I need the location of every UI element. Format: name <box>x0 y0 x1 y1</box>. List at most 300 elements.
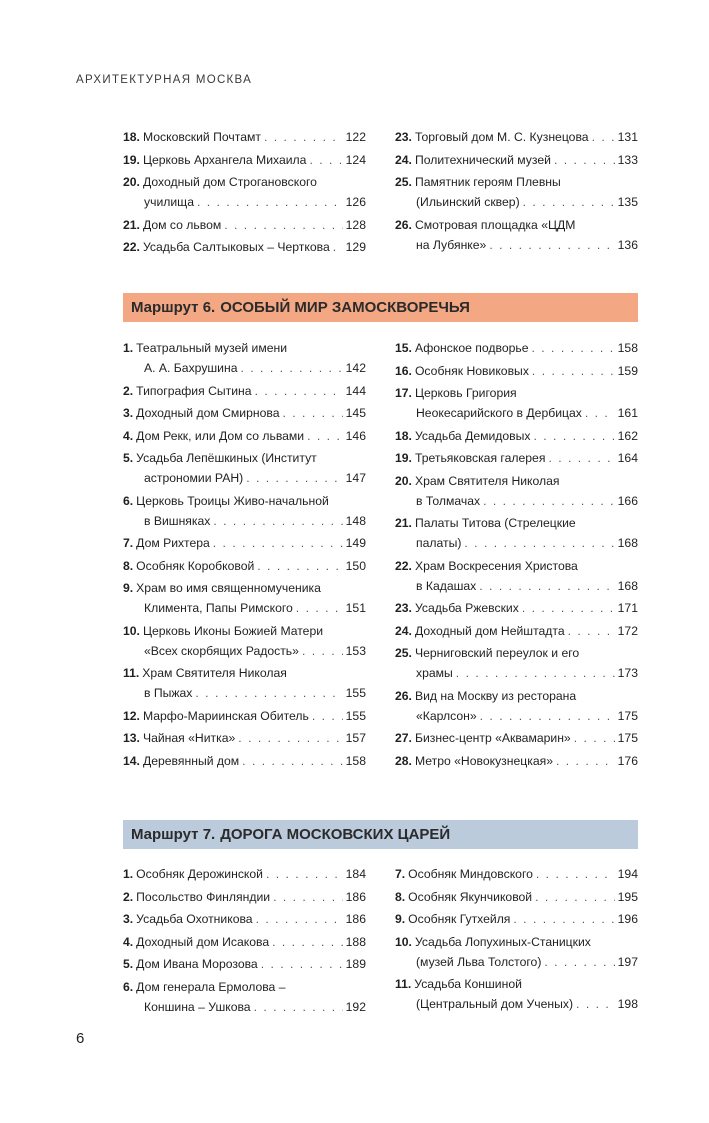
toc-entry-line <box>395 192 638 212</box>
toc-entry[interactable] <box>123 215 366 235</box>
toc-entry-title: Особняк Коробковой <box>136 558 255 573</box>
toc-entry[interactable] <box>123 621 366 661</box>
dot-leader <box>548 448 614 468</box>
toc-entry-number: 20. <box>395 473 412 488</box>
toc-entry[interactable] <box>123 977 366 1017</box>
toc-entry-number: 3. <box>123 912 134 926</box>
dot-leader <box>213 533 343 553</box>
toc-entry-line <box>395 471 638 491</box>
dot-leader <box>456 663 615 683</box>
toc-entry-page: 148 <box>345 513 366 528</box>
toc-entry-page: 186 <box>345 912 366 926</box>
dot-leader <box>195 683 342 703</box>
toc-entry[interactable] <box>123 127 366 147</box>
toc-entry-page: 155 <box>345 686 366 700</box>
toc-entry-title: Усадьба Коншиной <box>414 977 522 991</box>
toc-entry[interactable] <box>395 215 638 255</box>
toc-entry-title: Усадьба Лопухиных-Станицких <box>414 934 591 949</box>
toc-entry-page: 196 <box>617 912 638 926</box>
toc-entry-number: 16. <box>395 363 412 378</box>
dot-leader <box>592 127 615 147</box>
toc-entry-line <box>123 358 366 378</box>
toc-entry-line <box>123 751 366 771</box>
toc-entry-title: в Толмачах <box>416 493 481 508</box>
dot-leader <box>574 728 615 748</box>
toc-entry-title: Дом генерала Ермолова – <box>136 979 286 994</box>
toc-entry[interactable] <box>123 909 366 929</box>
dot-leader <box>302 641 343 661</box>
dot-leader <box>532 361 615 381</box>
toc-entry[interactable] <box>395 864 638 884</box>
toc-entry-line <box>395 706 638 726</box>
toc-entry-page: 197 <box>617 954 638 969</box>
toc-entry-line <box>395 403 638 423</box>
toc-entry-title: Памятник героям Плевны <box>414 175 561 189</box>
toc-entry-title: в Пыжах <box>144 686 193 700</box>
toc-entry-number: 19. <box>123 152 140 167</box>
toc-entry-title: Особняк Дерожинской <box>136 867 263 881</box>
toc-entry-number: 7. <box>395 867 406 881</box>
toc-entry-page: 142 <box>345 361 366 375</box>
toc-entry-number: 24. <box>395 623 412 638</box>
toc-entry-title: Усадьба Демидовых <box>414 428 531 443</box>
toc-entry-page: 198 <box>617 997 638 1011</box>
toc-entry[interactable] <box>395 974 638 1014</box>
toc-entry-title: Посольство Финляндии <box>136 889 271 904</box>
toc-entry[interactable] <box>395 383 638 423</box>
toc-entry-line <box>395 728 638 748</box>
toc-entry-line <box>395 215 638 235</box>
toc-entry-number: 4. <box>123 934 134 949</box>
toc-entry-page: 129 <box>345 240 366 254</box>
toc-entry-title: Театральный музей имени <box>136 341 288 355</box>
toc-entry-title: Бизнес-центр «Аквамарин» <box>414 731 571 745</box>
dot-leader <box>256 909 343 929</box>
route-6-title: ОСОБЫЙ МИР ЗАМОСКВОРЕЧЬЯ <box>220 299 470 316</box>
toc-entry-line <box>123 215 366 235</box>
toc-entry-number: 26. <box>395 217 412 232</box>
toc-entry-title: Дом Ивана Морозова <box>136 957 258 971</box>
toc-entry[interactable] <box>123 448 366 488</box>
toc-entry-page: 189 <box>345 957 366 971</box>
dot-leader <box>261 954 343 974</box>
toc-entry[interactable] <box>123 728 366 748</box>
toc-entry-number: 15. <box>395 341 412 355</box>
toc-entry-line <box>395 576 638 596</box>
dot-leader <box>309 150 342 170</box>
toc-entry-title: «Карлсон» <box>416 708 477 723</box>
toc-entry[interactable] <box>395 598 638 618</box>
dot-leader <box>489 235 614 255</box>
toc-entry-title: (Ильинский сквер) <box>416 195 520 209</box>
toc-entry-line <box>123 728 366 748</box>
toc-entry-number: 17. <box>395 386 412 400</box>
dot-leader <box>224 215 342 235</box>
toc-entry[interactable] <box>395 471 638 511</box>
toc-entry[interactable] <box>395 172 638 212</box>
toc-entry[interactable] <box>395 686 638 726</box>
toc-entry-page: 176 <box>617 753 638 768</box>
toc-entry[interactable] <box>395 909 638 929</box>
toc-entry-title: Дом Рихтера <box>136 536 210 550</box>
toc-entry-number: 26. <box>395 688 412 703</box>
toc-entry-line <box>123 491 366 511</box>
toc-entry-number: 6. <box>123 979 134 994</box>
toc-entry-line <box>395 172 638 192</box>
toc-entry-line <box>395 235 638 255</box>
toc-entry-line <box>123 621 366 641</box>
toc-entry-number: 4. <box>123 428 134 443</box>
toc-entry-line <box>123 556 366 576</box>
dot-leader <box>283 403 343 423</box>
dot-leader <box>532 338 615 358</box>
dot-leader <box>544 952 614 972</box>
toc-entry-line <box>395 150 638 170</box>
toc-entry-title: А. А. Бахрушина <box>144 361 238 375</box>
toc-entry-title: (музей Льва Толстого) <box>416 954 542 969</box>
dot-leader <box>464 533 614 553</box>
toc-entry-number: 9. <box>123 581 134 595</box>
toc-entry[interactable] <box>123 172 366 212</box>
toc-entry-line <box>395 448 638 468</box>
toc-entry-title: Церковь Иконы Божией Матери <box>142 623 324 638</box>
dot-leader <box>513 909 614 929</box>
toc-entry-page: 168 <box>617 578 638 593</box>
toc-entry-number: 24. <box>395 152 412 167</box>
toc-entry-number: 14. <box>123 753 140 768</box>
toc-entry-title: Особняк Миндовского <box>408 867 533 881</box>
toc-entry-line <box>395 909 638 929</box>
toc-entry-page: 128 <box>345 217 366 232</box>
toc-entry[interactable] <box>395 338 638 358</box>
toc-entry-page: 168 <box>617 536 638 550</box>
toc-entry-title: в Кадашах <box>416 578 477 593</box>
toc-entry-line <box>123 663 366 683</box>
toc-entry[interactable] <box>123 150 366 170</box>
toc-entry-page: 161 <box>617 406 638 420</box>
toc-entry-title: Доходный дом Нейштадта <box>414 623 565 638</box>
dot-leader <box>554 150 615 170</box>
toc-entry-line <box>395 338 638 358</box>
toc-entry-title: палаты) <box>416 536 462 550</box>
toc-entry-line <box>395 127 638 147</box>
toc-entry-page: 153 <box>345 643 366 658</box>
toc-entry[interactable] <box>123 237 366 257</box>
toc-entry-page: 150 <box>345 558 366 573</box>
toc-entry-page: 171 <box>617 601 638 615</box>
toc-entry-page: 157 <box>345 731 366 745</box>
toc-entry-line <box>123 977 366 997</box>
toc-entry-line <box>395 864 638 884</box>
toc-entry-number: 20. <box>123 175 140 189</box>
route-7-heading <box>123 820 638 849</box>
toc-entry-line <box>395 556 638 576</box>
toc-entry-line <box>123 381 366 401</box>
toc-entry[interactable] <box>123 533 366 553</box>
toc-entry-number: 2. <box>123 383 134 398</box>
toc-entry[interactable] <box>395 426 638 446</box>
dot-leader <box>272 932 343 952</box>
dot-leader <box>296 598 343 618</box>
toc-entry[interactable] <box>395 621 638 641</box>
toc-entry-title: Особняк Гутхейля <box>408 912 511 926</box>
toc-entry[interactable] <box>123 864 366 884</box>
toc-entry-page: 186 <box>345 889 366 904</box>
toc-entry[interactable] <box>123 403 366 423</box>
toc-entry-line <box>123 338 366 358</box>
toc-entry-title: Усадьба Лепёшкиных (Институт <box>136 451 317 465</box>
toc-entry-title: Дом Рекк, или Дом со львами <box>136 428 305 443</box>
toc-entry-title: Храм Святителя Николая <box>414 473 560 488</box>
toc-entry-title: астрономии РАН) <box>144 471 244 485</box>
dot-leader <box>556 751 615 771</box>
toc-entry[interactable] <box>123 426 366 446</box>
toc-entry-line <box>123 448 366 468</box>
toc-entry-line <box>123 598 366 618</box>
toc-entry-line <box>123 954 366 974</box>
toc-entry-title: (Центральный дом Ученых) <box>416 997 574 1011</box>
toc-entry-page: 195 <box>617 889 638 904</box>
toc-entry-page: 159 <box>617 363 638 378</box>
toc-entry[interactable] <box>395 751 638 771</box>
toc-entry-page: 131 <box>617 130 638 144</box>
toc-entry-line <box>395 952 638 972</box>
toc-entry-number: 10. <box>123 623 140 638</box>
dot-leader <box>536 864 615 884</box>
toc-entry-line <box>123 683 366 703</box>
dot-leader <box>522 598 615 618</box>
dot-leader <box>479 576 614 596</box>
toc-entry-page: 133 <box>617 152 638 167</box>
toc-column-right <box>395 127 638 257</box>
route-7-column-right <box>395 864 638 1017</box>
toc-column-left <box>123 127 366 260</box>
toc-entry-line <box>395 383 638 403</box>
toc-entry-number: 1. <box>123 867 134 881</box>
toc-entry-title: Метро «Новокузнецкая» <box>414 753 554 768</box>
dot-leader <box>333 237 343 257</box>
toc-entry-line <box>395 643 638 663</box>
toc-entry[interactable] <box>123 578 366 618</box>
toc-entry-number: 12. <box>123 708 140 723</box>
dot-leader <box>197 192 343 212</box>
toc-entry-title: Афонское подворье <box>414 341 529 355</box>
toc-entry-page: 146 <box>345 428 366 443</box>
route-6-column-left <box>123 338 366 773</box>
toc-entry[interactable] <box>123 706 366 726</box>
toc-entry-page: 184 <box>345 867 366 881</box>
toc-entry-title: Храм Воскресения Христова <box>414 558 578 573</box>
toc-entry-title: Третьяковская галерея <box>414 451 546 465</box>
toc-entry[interactable] <box>123 381 366 401</box>
toc-entry-page: 158 <box>345 753 366 768</box>
route-7-label: Маршрут 7. <box>131 826 216 843</box>
toc-entry-page: 175 <box>617 708 638 723</box>
dot-leader <box>266 864 343 884</box>
toc-entry-title: Особняк Якунчиковой <box>408 889 533 904</box>
toc-entry-number: 22. <box>123 240 140 254</box>
toc-entry[interactable] <box>123 887 366 907</box>
toc-entry-number: 18. <box>395 428 412 443</box>
dot-leader <box>254 997 343 1017</box>
toc-entry-title: Коншина – Ушкова <box>144 999 251 1014</box>
toc-entry-title: на Лубянке» <box>416 237 487 252</box>
toc-entry-title: в Вишняках <box>144 513 211 528</box>
dot-leader <box>257 556 342 576</box>
toc-entry-title: Марфо-Мариинская Обитель <box>142 708 309 723</box>
dot-leader <box>535 887 615 907</box>
toc-entry-number: 6. <box>123 493 134 508</box>
toc-entry-title: «Всех скорбящих Радость» <box>144 643 299 658</box>
toc-entry[interactable] <box>395 361 638 381</box>
toc-entry-page: 158 <box>617 341 638 355</box>
toc-entry-page: 122 <box>345 130 366 144</box>
toc-entry-page: 155 <box>345 708 366 723</box>
toc-entry[interactable] <box>395 150 638 170</box>
toc-entry-page: 145 <box>345 406 366 420</box>
toc-entry[interactable] <box>395 448 638 468</box>
dot-leader <box>241 358 343 378</box>
toc-entry-title: Вид на Москву из ресторана <box>414 688 577 703</box>
toc-entry-title: училища <box>144 195 194 209</box>
toc-entry-title: храмы <box>416 666 453 680</box>
dot-leader <box>523 192 615 212</box>
toc-entry-number: 8. <box>395 889 406 904</box>
toc-entry[interactable] <box>395 932 638 972</box>
toc-entry[interactable] <box>395 643 638 683</box>
dot-leader <box>273 887 343 907</box>
dot-leader <box>213 511 342 531</box>
toc-entry-title: Политехнический музей <box>414 152 551 167</box>
toc-entry-page: 124 <box>345 152 366 167</box>
toc-entry-number: 11. <box>123 666 140 680</box>
toc-entry-page: 175 <box>617 731 638 745</box>
toc-entry-line <box>395 361 638 381</box>
toc-entry-line <box>123 578 366 598</box>
dot-leader <box>255 381 343 401</box>
toc-entry-number: 13. <box>123 731 140 745</box>
toc-entry[interactable] <box>395 728 638 748</box>
toc-entry[interactable] <box>395 556 638 596</box>
toc-entry-title: Церковь Троицы Живо-начальной <box>136 493 329 508</box>
dot-leader <box>246 468 342 488</box>
toc-entry-line <box>123 533 366 553</box>
toc-entry-title: Дом со львом <box>142 217 222 232</box>
toc-entry-line <box>123 172 366 192</box>
toc-entry[interactable] <box>395 513 638 553</box>
toc-entry-number: 3. <box>123 406 134 420</box>
toc-entry-title: Доходный дом Строгановского <box>142 175 317 189</box>
toc-entry-number: 21. <box>123 217 140 232</box>
toc-entry-page: 126 <box>345 195 366 209</box>
dot-leader <box>480 706 615 726</box>
toc-entry-title: Типография Сытина <box>136 383 252 398</box>
toc-entry-line <box>395 751 638 771</box>
toc-entry[interactable] <box>123 932 366 952</box>
toc-entry-number: 21. <box>395 516 412 530</box>
toc-entry-number: 5. <box>123 451 134 465</box>
toc-entry[interactable] <box>395 127 638 147</box>
dot-leader <box>483 491 615 511</box>
toc-entry[interactable] <box>123 556 366 576</box>
page-number: 6 <box>76 1030 85 1047</box>
toc-entry-page: 164 <box>617 451 638 465</box>
toc-entry-line <box>395 533 638 553</box>
toc-entry-line <box>123 468 366 488</box>
toc-entry-number: 11. <box>395 977 412 991</box>
route-7-title: ДОРОГА МОСКОВСКИХ ЦАРЕЙ <box>220 826 451 843</box>
toc-entry-title: Особняк Новиковых <box>414 363 529 378</box>
toc-entry-number: 23. <box>395 130 412 144</box>
toc-entry-title: Торговый дом М. С. Кузнецова <box>414 130 589 144</box>
dot-leader <box>534 426 615 446</box>
toc-entry[interactable] <box>123 491 366 531</box>
toc-entry-page: 192 <box>345 999 366 1014</box>
toc-entry-title: Храм во имя священномученика <box>136 581 321 595</box>
toc-entry-line <box>395 621 638 641</box>
dot-leader <box>307 426 343 446</box>
toc-entry-page: 172 <box>617 623 638 638</box>
toc-entry-title: Доходный дом Исакова <box>136 934 270 949</box>
toc-entry-line <box>123 932 366 952</box>
route-6-heading <box>123 293 638 322</box>
toc-entry[interactable] <box>123 338 366 378</box>
toc-entry-number: 23. <box>395 601 412 615</box>
toc-entry-number: 28. <box>395 753 412 768</box>
toc-entry-line <box>123 909 366 929</box>
toc-entry-line <box>123 127 366 147</box>
toc-entry-title: Доходный дом Смирнова <box>136 406 280 420</box>
toc-entry[interactable] <box>123 663 366 703</box>
toc-entry-number: 25. <box>395 175 412 189</box>
running-header: АРХИТЕКТУРНАЯ МОСКВА <box>76 74 253 86</box>
toc-entry[interactable] <box>123 751 366 771</box>
toc-entry-title: Климента, Папы Римского <box>144 601 293 615</box>
toc-entry-line <box>123 237 366 257</box>
route-6-label: Маршрут 6. <box>131 299 216 316</box>
toc-entry-page: 194 <box>617 867 638 881</box>
dot-leader <box>238 728 342 748</box>
toc-entry-line <box>395 932 638 952</box>
toc-entry-line <box>395 887 638 907</box>
dot-leader <box>568 621 615 641</box>
toc-entry-title: Московский Почтамт <box>142 130 261 144</box>
toc-entry-page: 144 <box>345 383 366 398</box>
toc-entry[interactable] <box>395 887 638 907</box>
toc-entry-title: Чайная «Нитка» <box>142 731 236 745</box>
toc-entry-line <box>395 598 638 618</box>
toc-entry-line <box>123 403 366 423</box>
dot-leader <box>242 751 342 771</box>
route-6-column-right <box>395 338 638 773</box>
toc-entry-number: 10. <box>395 934 412 949</box>
toc-entry-number: 25. <box>395 646 412 660</box>
toc-entry-title: Усадьба Салтыковых – Черткова <box>142 240 330 254</box>
toc-entry-number: 22. <box>395 558 412 573</box>
toc-entry-page: 173 <box>617 666 638 680</box>
toc-entry-line <box>395 663 638 683</box>
toc-entry-title: Палаты Титова (Стрелецкие <box>414 516 576 530</box>
toc-entry[interactable] <box>123 954 366 974</box>
toc-entry-number: 19. <box>395 451 412 465</box>
dot-leader <box>312 706 343 726</box>
dot-leader <box>576 994 615 1014</box>
toc-entry-title: Храм Святителя Николая <box>142 666 287 680</box>
toc-entry-number: 1. <box>123 341 134 355</box>
toc-entry-number: 18. <box>123 130 140 144</box>
toc-entry-line <box>395 426 638 446</box>
toc-entry-line <box>123 887 366 907</box>
